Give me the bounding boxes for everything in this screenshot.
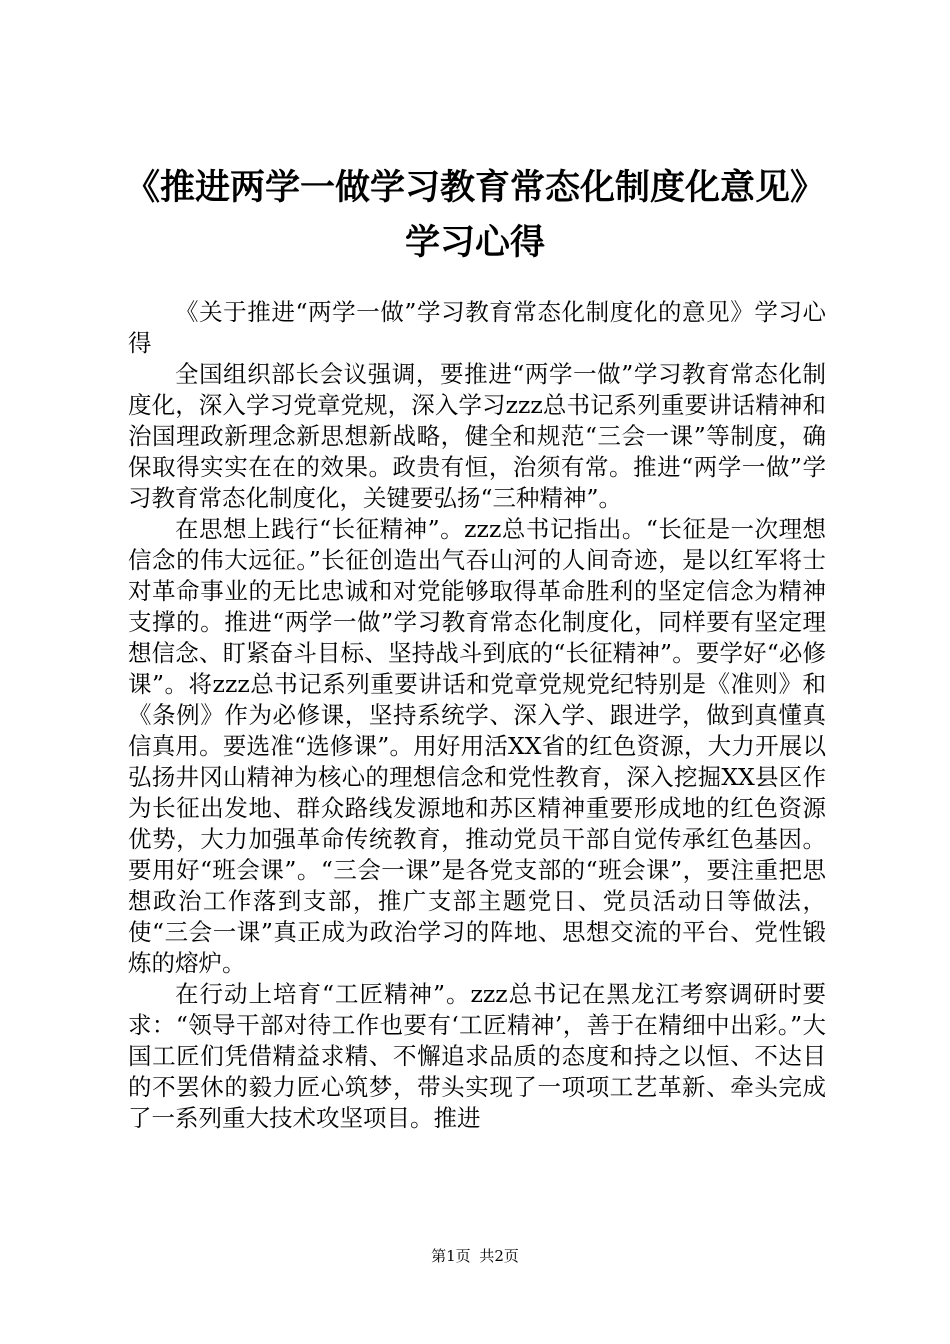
paragraph-intro: 全国组织部长会议强调，要推进“两学一做”学习教育常态化制度化，深入学习党章党规，深入学习zzz总书记系列重要讲话精神和治国理政新理念新思想新战略，健全和规范“三会一课”等制度，确保取得实实在在的效果。政贵有恒，治须有常。推进“两学一做”学习教育常态化制度化，关键要弘扬“三种精神”。 [128,360,826,512]
page-number-total: 共2页 [479,1247,519,1265]
document-body [128,297,826,1134]
document-title-line-2: 学习心得 [404,223,545,263]
page-footer [0,1246,950,1266]
paragraph-long-march-spirit: 在思想上践行“长征精神”。zzz总书记指出。“长征是一次理想信念的伟大远征。”长征创造出气吞山河的人间奇迹，是以红军将士对革命事业的无比忠诚和对党能够取得革命胜利的坚定信念为精神支撑的。推进“两学一做”学习教育常态化制度化，同样要有坚定理想信念、盯紧奋斗目标、坚持战斗到底的“长征精神”。要学好“必修课”。将zzz总书记系列重要讲话和党章党规党纪特别是《准则》和《条例》作为必修课，坚持系统学、深入学、跟进学，做到真懂真信真用。要选准“选修课”。用好用活XX省的红色资源，大力开展以弘扬井冈山精神为核心的理想信念和党性教育，深入挖掘XX县区作为长征出发地、群众路线发源地和苏区精神重要形成地的红色资源优势，大力加强革命传统教育，推动党员干部自觉传承红色基因。要用好“班会课”。“三会一课”是各党支部的“班会课”，要注重把思想政治工作落到支部，推广支部主题党日、党员活动日等做法，使“三会一课”真正成为政治学习的阵地、思想交流的平台、党性锻炼的熔炉。 [128,515,826,977]
paragraph-craftsman-spirit: 在行动上培育“工匠精神”。zzz总书记在黑龙江考察调研时要求：“领导干部对待工作也要有‘工匠精神’，善于在精细中出彩。”大国工匠们凭借精益求精、不懈追求品质的态度和持之以恒、不达目的不罢休的毅力匠心筑梦，带头实现了一项项工艺革新、牵头完成了一系列重大技术攻坚项目。推进 [128,980,826,1132]
paragraph-subtitle: 《关于推进“两学一做”学习教育常态化制度化的意见》学习心得 [128,298,826,357]
page-number-current: 第1页 [431,1247,471,1265]
document-title-line-1: 《推进两学一做学习教育常态化制度化意见》 [124,168,825,208]
